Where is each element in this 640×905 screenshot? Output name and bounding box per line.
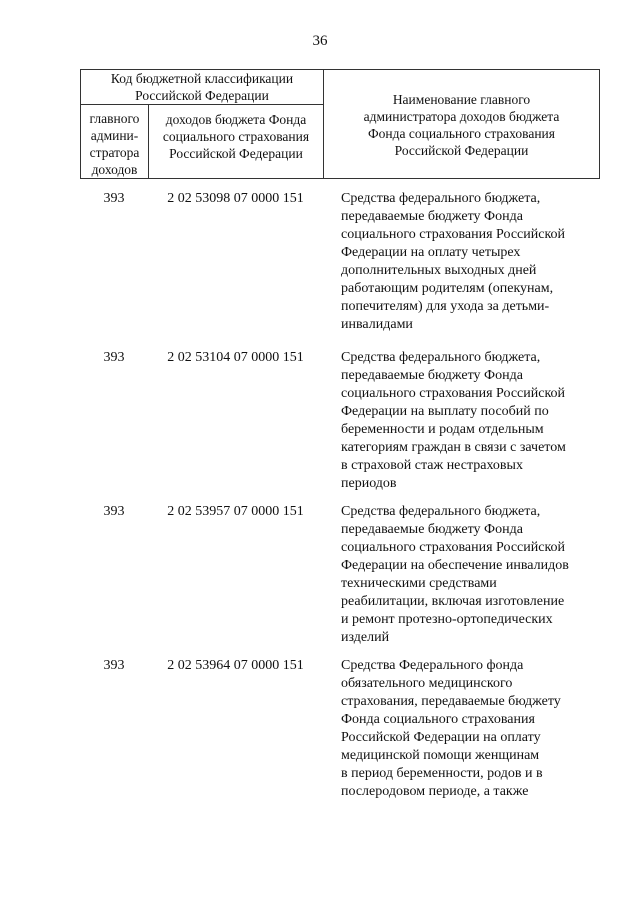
name-line: социального страхования Российской xyxy=(341,386,566,401)
revenue-name xyxy=(341,503,599,647)
revenue-code: 2 02 53957 07 0000 151 xyxy=(167,504,304,519)
name-line: беременности и родам отдельным xyxy=(341,422,544,437)
name-line: страхования, передаваемые бюджету xyxy=(341,694,561,709)
table-header xyxy=(80,69,600,179)
page-number: 36 xyxy=(312,33,328,49)
name-line: работающим родителям (опекунам, xyxy=(341,281,554,296)
name-line: Средства федерального бюджета, xyxy=(341,350,541,365)
name-line: Федерации на выплату пособий по xyxy=(341,404,549,419)
name-line: попечителям) для ухода за детьми- xyxy=(341,299,550,314)
name-line: Средства Федерального фонда xyxy=(341,658,524,673)
header-budget-classification-code xyxy=(81,70,324,105)
name-line: изделий xyxy=(341,630,390,645)
name-line: Федерации на обеспечение инвалидов xyxy=(341,558,569,573)
header-group-line: Код бюджетной классификации xyxy=(110,71,294,86)
name-line: обязательного медицинского xyxy=(341,676,513,691)
name-line: Средства федерального бюджета, xyxy=(341,191,541,206)
header-name-line: Наименование главного xyxy=(392,92,531,107)
name-line: передаваемые бюджету Фонда xyxy=(341,368,523,383)
name-line: послеродовом периоде, а также xyxy=(341,784,529,799)
name-line: дополнительных выходных дней xyxy=(341,263,537,278)
name-line: передаваемые бюджету Фонда xyxy=(341,522,523,537)
name-line: медицинской помощи женщинам xyxy=(341,748,540,763)
name-line: периодов xyxy=(341,476,397,491)
header-revenue-line: социального страхования xyxy=(162,129,310,144)
revenue-name xyxy=(341,190,599,334)
revenue-name xyxy=(341,349,599,493)
header-chief-administrator xyxy=(81,105,149,179)
name-line: социального страхования Российской xyxy=(341,227,566,242)
header-name-line: Фонда социального страхования xyxy=(367,126,555,141)
header-revenue-line: доходов бюджета Фонда xyxy=(165,112,307,127)
admin-code: 393 xyxy=(103,350,125,365)
name-line: Фонда социального страхования xyxy=(341,712,535,727)
header-revenue-line: Российской Федерации xyxy=(169,146,303,161)
name-line: передаваемые бюджету Фонда xyxy=(341,209,523,224)
name-line: реабилитации, включая изготовление xyxy=(341,594,565,609)
name-line: и ремонт протезно-ортопедических xyxy=(341,612,553,627)
name-line: Средства федерального бюджета, xyxy=(341,504,541,519)
name-line: социального страхования Российской xyxy=(341,540,566,555)
name-line: Федерации на оплату четырех xyxy=(341,245,521,260)
revenue-code: 2 02 53104 07 0000 151 xyxy=(167,350,304,365)
name-line: техническими средствами xyxy=(341,576,497,591)
revenue-code: 2 02 53098 07 0000 151 xyxy=(167,191,304,206)
header-revenue-code xyxy=(149,105,324,179)
header-admin-line: стратора xyxy=(89,145,140,160)
admin-code: 393 xyxy=(103,191,125,206)
header-admin-line: главного xyxy=(89,111,140,126)
admin-code: 393 xyxy=(103,658,125,673)
name-line: категориям граждан в связи с зачетом xyxy=(341,440,566,455)
name-line: Российской Федерации на оплату xyxy=(341,730,541,745)
revenue-name xyxy=(341,657,599,801)
admin-code: 393 xyxy=(103,504,125,519)
header-group-line: Российской Федерации xyxy=(135,88,269,103)
header-administrator-name xyxy=(324,70,600,179)
header-admin-line: админи- xyxy=(90,128,139,143)
header-name-line: Российской Федерации xyxy=(394,143,529,158)
header-admin-line: доходов xyxy=(91,162,138,177)
header-name-line: администратора доходов бюджета xyxy=(363,109,560,124)
name-line: в период беременности, родов и в xyxy=(341,766,543,781)
name-line: в страховой стаж нестраховых xyxy=(341,458,523,473)
revenue-code: 2 02 53964 07 0000 151 xyxy=(167,658,304,673)
name-line: инвалидами xyxy=(341,317,413,332)
